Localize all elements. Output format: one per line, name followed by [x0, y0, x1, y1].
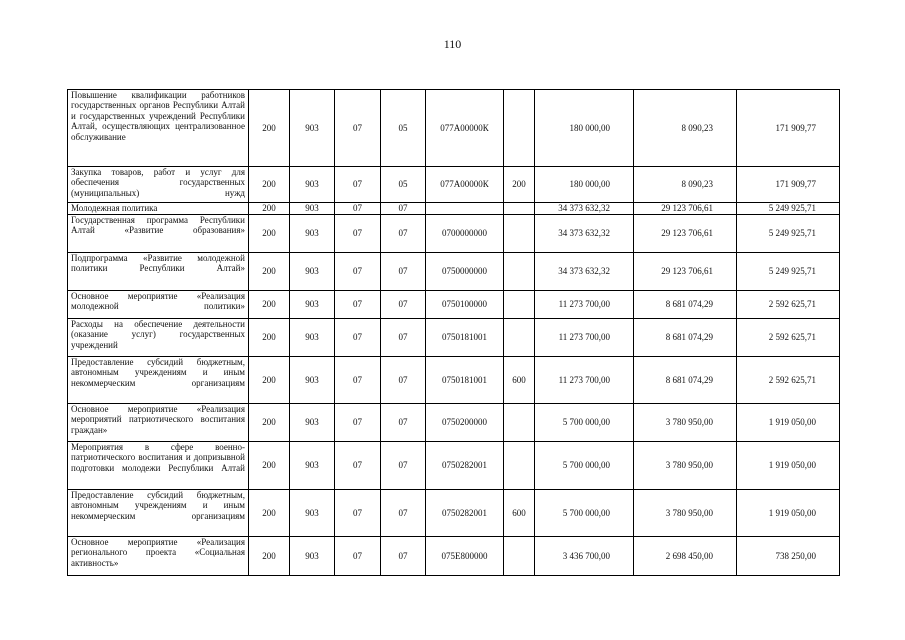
subsection-code-cell: 07: [381, 537, 426, 576]
subsection-code-cell: 07: [381, 357, 426, 404]
table-row: [68, 167, 840, 203]
subsection-code-cell: 07: [381, 215, 426, 253]
subsection-code-cell: 07: [381, 253, 426, 291]
target-article-cell: 0750181001: [426, 319, 504, 357]
planned-amount-cell: 3 436 700,00: [535, 537, 634, 576]
admin-code-cell: 200: [249, 490, 290, 537]
table-row: [68, 537, 840, 576]
admin-code-cell: 200: [249, 291, 290, 319]
table-row: [68, 490, 840, 537]
section-code-cell: 07: [335, 319, 381, 357]
executed-amount-cell: 3 780 950,00: [634, 490, 737, 537]
table-row: [68, 357, 840, 404]
department-code-cell: 903: [290, 90, 335, 167]
row-name: Мероприятия в сфере военно-патриотического воспитания и допризывной подготовки молодежи Республики Алтай: [68, 442, 249, 490]
section-code-cell: 07: [335, 357, 381, 404]
section-code-cell: 07: [335, 253, 381, 291]
department-code-cell: 903: [290, 319, 335, 357]
table-row: [68, 90, 840, 167]
table-row: [68, 203, 840, 215]
planned-amount-cell: 5 700 000,00: [535, 404, 634, 442]
executed-amount-cell: 3 780 950,00: [634, 442, 737, 490]
expense-type-cell: 200: [504, 167, 535, 203]
admin-code-cell: 200: [249, 167, 290, 203]
planned-amount-cell: 11 273 700,00: [535, 357, 634, 404]
target-article-cell: 0750100000: [426, 291, 504, 319]
section-code-cell: 07: [335, 490, 381, 537]
remaining-amount-cell: 171 909,77: [737, 167, 840, 203]
admin-code-cell: 200: [249, 203, 290, 215]
table-row: [68, 404, 840, 442]
expense-type-cell: [504, 291, 535, 319]
section-code-cell: 07: [335, 203, 381, 215]
target-article-cell: 0750000000: [426, 253, 504, 291]
admin-code-cell: 200: [249, 357, 290, 404]
section-code-cell: 07: [335, 291, 381, 319]
remaining-amount-cell: 1 919 050,00: [737, 404, 840, 442]
row-name: Основное мероприятие «Реализация мероприятий патриотического воспитания граждан»: [68, 404, 249, 442]
table-row: [68, 253, 840, 291]
expense-type-cell: [504, 442, 535, 490]
executed-amount-cell: 8 090,23: [634, 90, 737, 167]
executed-amount-cell: 8 681 074,29: [634, 291, 737, 319]
executed-amount-cell: 29 123 706,61: [634, 253, 737, 291]
budget-table: [67, 89, 840, 576]
planned-amount-cell: 34 373 632,32: [535, 203, 634, 215]
expense-type-cell: 600: [504, 357, 535, 404]
expense-type-cell: [504, 215, 535, 253]
table-row: [68, 319, 840, 357]
department-code-cell: 903: [290, 291, 335, 319]
remaining-amount-cell: 2 592 625,71: [737, 357, 840, 404]
admin-code-cell: 200: [249, 215, 290, 253]
row-name: Закупка товаров, работ и услуг для обеспечения государственных (муниципальных) нужд: [68, 167, 249, 203]
expense-type-cell: [504, 253, 535, 291]
executed-amount-cell: 29 123 706,61: [634, 215, 737, 253]
subsection-code-cell: 07: [381, 442, 426, 490]
budget-table-body: [68, 90, 840, 576]
row-name: Основное мероприятие «Реализация регионального проекта «Социальная активность»: [68, 537, 249, 576]
section-code-cell: 07: [335, 90, 381, 167]
section-code-cell: 07: [335, 167, 381, 203]
remaining-amount-cell: 5 249 925,71: [737, 253, 840, 291]
planned-amount-cell: 180 000,00: [535, 90, 634, 167]
remaining-amount-cell: 738 250,00: [737, 537, 840, 576]
row-name: Повышение квалификации работников государственных органов Республики Алтай и государственных учреждений Республики Алтай, осуществляющих централизованное обслуживание: [68, 90, 249, 167]
table-row: [68, 442, 840, 490]
admin-code-cell: 200: [249, 90, 290, 167]
expense-type-cell: [504, 90, 535, 167]
section-code-cell: 07: [335, 537, 381, 576]
target-article-cell: [426, 203, 504, 215]
section-code-cell: 07: [335, 404, 381, 442]
admin-code-cell: 200: [249, 404, 290, 442]
target-article-cell: 0750282001: [426, 490, 504, 537]
department-code-cell: 903: [290, 203, 335, 215]
row-name: Расходы на обеспечение деятельности (оказание услуг) государственных учреждений: [68, 319, 249, 357]
subsection-code-cell: 05: [381, 90, 426, 167]
subsection-code-cell: 07: [381, 291, 426, 319]
target-article-cell: 075E800000: [426, 537, 504, 576]
row-name: Подпрограмма «Развитие молодежной политики Республики Алтай»: [68, 253, 249, 291]
department-code-cell: 903: [290, 215, 335, 253]
expense-type-cell: [504, 537, 535, 576]
row-name: Основное мероприятие «Реализация молодежной политики»: [68, 291, 249, 319]
executed-amount-cell: 8 090,23: [634, 167, 737, 203]
department-code-cell: 903: [290, 490, 335, 537]
department-code-cell: 903: [290, 357, 335, 404]
department-code-cell: 903: [290, 167, 335, 203]
remaining-amount-cell: 171 909,77: [737, 90, 840, 167]
page-number: 110: [443, 37, 462, 51]
department-code-cell: 903: [290, 537, 335, 576]
table-row: [68, 291, 840, 319]
admin-code-cell: 200: [249, 537, 290, 576]
target-article-cell: 0750282001: [426, 442, 504, 490]
subsection-code-cell: 07: [381, 203, 426, 215]
executed-amount-cell: 8 681 074,29: [634, 357, 737, 404]
target-article-cell: 0750200000: [426, 404, 504, 442]
remaining-amount-cell: 1 919 050,00: [737, 442, 840, 490]
department-code-cell: 903: [290, 442, 335, 490]
remaining-amount-cell: 2 592 625,71: [737, 291, 840, 319]
row-name: Предоставление субсидий бюджетным, автономным учреждениям и иным некоммерческим организациям: [68, 357, 249, 404]
remaining-amount-cell: 5 249 925,71: [737, 215, 840, 253]
target-article-cell: 0700000000: [426, 215, 504, 253]
section-code-cell: 07: [335, 215, 381, 253]
section-code-cell: 07: [335, 442, 381, 490]
target-article-cell: 077А00000К: [426, 167, 504, 203]
planned-amount-cell: 11 273 700,00: [535, 319, 634, 357]
row-name: Предоставление субсидий бюджетным, автономным учреждениям и иным некоммерческим организациям: [68, 490, 249, 537]
remaining-amount-cell: 5 249 925,71: [737, 203, 840, 215]
table-row: [68, 215, 840, 253]
expense-type-cell: [504, 203, 535, 215]
subsection-code-cell: 07: [381, 490, 426, 537]
admin-code-cell: 200: [249, 442, 290, 490]
planned-amount-cell: 5 700 000,00: [535, 442, 634, 490]
department-code-cell: 903: [290, 253, 335, 291]
executed-amount-cell: 3 780 950,00: [634, 404, 737, 442]
subsection-code-cell: 05: [381, 167, 426, 203]
admin-code-cell: 200: [249, 319, 290, 357]
expense-type-cell: 600: [504, 490, 535, 537]
row-name: Молодежная политика: [68, 203, 249, 215]
planned-amount-cell: 11 273 700,00: [535, 291, 634, 319]
executed-amount-cell: 2 698 450,00: [634, 537, 737, 576]
row-name: Государственная программа Республики Алтай «Развитие образования»: [68, 215, 249, 253]
expense-type-cell: [504, 319, 535, 357]
executed-amount-cell: 29 123 706,61: [634, 203, 737, 215]
expense-type-cell: [504, 404, 535, 442]
executed-amount-cell: 8 681 074,29: [634, 319, 737, 357]
planned-amount-cell: 5 700 000,00: [535, 490, 634, 537]
planned-amount-cell: 34 373 632,32: [535, 215, 634, 253]
subsection-code-cell: 07: [381, 404, 426, 442]
remaining-amount-cell: 1 919 050,00: [737, 490, 840, 537]
target-article-cell: 0750181001: [426, 357, 504, 404]
subsection-code-cell: 07: [381, 319, 426, 357]
planned-amount-cell: 34 373 632,32: [535, 253, 634, 291]
department-code-cell: 903: [290, 404, 335, 442]
planned-amount-cell: 180 000,00: [535, 167, 634, 203]
admin-code-cell: 200: [249, 253, 290, 291]
remaining-amount-cell: 2 592 625,71: [737, 319, 840, 357]
target-article-cell: 077А00000К: [426, 90, 504, 167]
